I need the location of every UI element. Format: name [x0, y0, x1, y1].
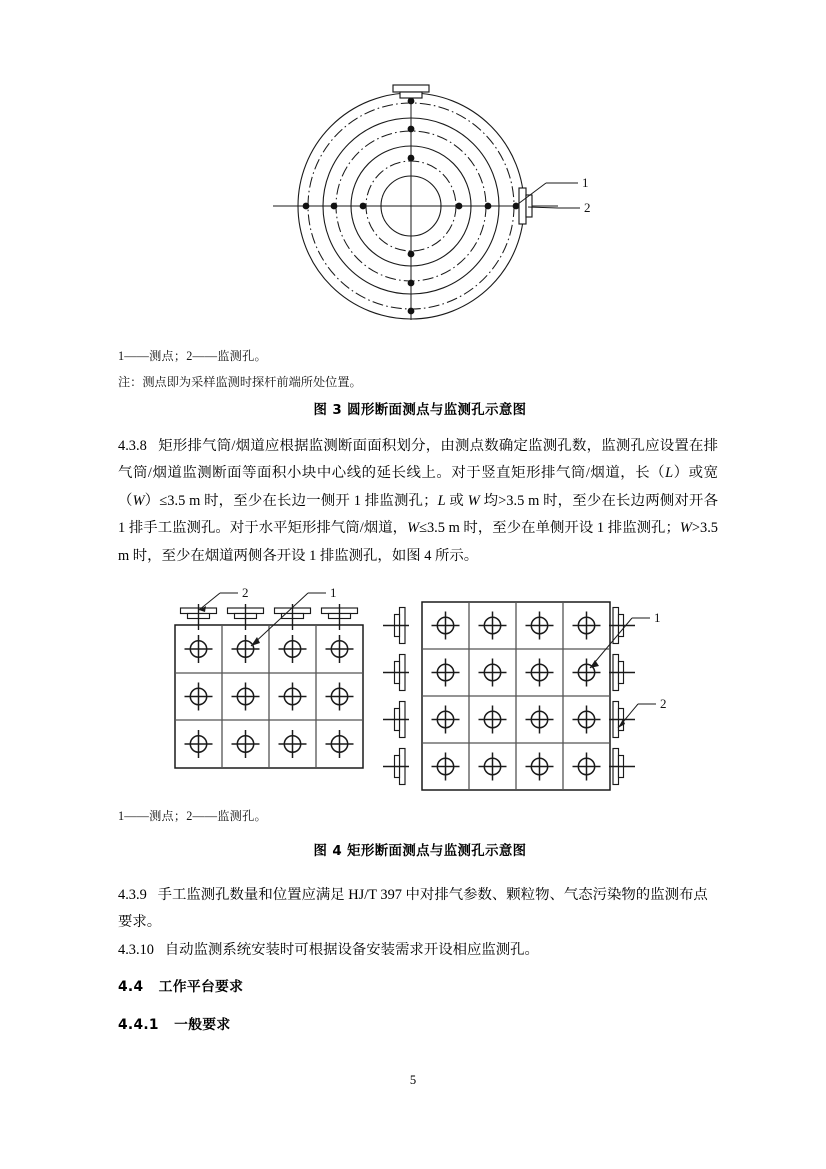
- clause-4-3-8-text-1: 矩形排气筒/烟道应根据监测断面面积划分，由测点数确定监测孔数，监测孔应设置在排气筒/烟道监测断面等面积小块中心线的延长线上。对于竖直矩形排气筒/烟道，长（: [118, 438, 718, 482]
- figure-4-left-diagram: [175, 585, 363, 768]
- variable-W-2: W: [467, 492, 480, 509]
- monitoring-port-top: [393, 85, 429, 98]
- figure-4-caption: 图 4 矩形断面测点与监测孔示意图: [313, 844, 527, 859]
- clause-4-3-8-text-5: 均>3.5 m 时，至少在长边两侧对开各 1 排手工监测孔。对于水平矩形排气筒/烟道，: [118, 492, 718, 537]
- heading-4-4-1-title: 一般要求: [174, 1017, 231, 1033]
- clause-4-3-8-text-7: >3.5 m 时，至少在烟道两侧各开设 1 排监测孔，如图 4 所示。: [118, 520, 718, 564]
- monitoring-port-right: [519, 188, 532, 224]
- figure-4-right-label-2: 2: [660, 696, 667, 711]
- variable-W-1: W: [132, 492, 145, 509]
- figure-4-right-diagram: [383, 602, 667, 790]
- figure-4-right-label-1: 1: [654, 610, 661, 625]
- heading-4-4: [118, 975, 243, 995]
- clause-4-3-10: [118, 937, 722, 964]
- page-number: 5: [409, 1073, 417, 1087]
- figure-4-svg: [110, 580, 730, 800]
- heading-4-4-title: 工作平台要求: [158, 979, 244, 995]
- clause-4-3-9-text: 手工监测孔数量和位置应满足 HJ/T 397 中对排气参数、颗粒物、气态污染物的监测布点要求。: [118, 887, 708, 931]
- figure-3-caption: 图 3 圆形断面测点与监测孔示意图: [313, 403, 527, 418]
- figure-4-left-label-1: 1: [330, 585, 337, 600]
- heading-4-4-1: [118, 1013, 231, 1033]
- clause-4-3-8-text-4: 或: [445, 492, 468, 509]
- figure-4-legend: 1——测点；2——监测孔。: [118, 809, 267, 823]
- variable-L-2: L: [437, 492, 446, 509]
- variable-L: L: [665, 465, 674, 482]
- variable-W-4: W: [679, 520, 692, 537]
- left-leader-line-label-1: [251, 593, 326, 646]
- clause-4-3-8-text-6: ≤3.5 m 时，至少在单侧开设 1 排监测孔；: [419, 520, 680, 537]
- figure-3-label-1: 1: [582, 175, 589, 190]
- clause-4-3-8: [118, 433, 718, 570]
- clause-4-3-8-text-2: ）或宽（: [118, 465, 718, 509]
- figure-4-rectangular-cross-sections: [110, 580, 730, 800]
- right-monitoring-ports-right: [609, 608, 635, 785]
- heading-4-4-1-number: 4.4.1: [118, 1017, 159, 1033]
- figure-4-left-label-2: 2: [242, 585, 249, 600]
- variable-W-3: W: [407, 520, 420, 537]
- right-monitoring-ports-left: [383, 608, 409, 785]
- clause-4-3-8-number: 4.3.8: [118, 438, 147, 454]
- figure-3-label-2: 2: [584, 200, 591, 215]
- clause-4-3-9: [118, 882, 722, 937]
- figure-3-svg: [110, 80, 730, 340]
- heading-4-4-number: 4.4: [118, 979, 144, 995]
- figure-3-note: 注：测点即为采样监测时探杆前端所处位置。: [118, 375, 362, 389]
- leader-line-label-2: [528, 207, 580, 208]
- clause-4-3-9-number: 4.3.9: [118, 887, 147, 903]
- clause-4-3-10-number: 4.3.10: [118, 942, 154, 958]
- figure-3-circular-cross-section: [110, 80, 730, 340]
- clause-4-3-10-text: 自动监测系统安装时可根据设备安装需求开设相应监测孔。: [164, 942, 539, 958]
- clause-4-3-8-text-3: ）≤3.5 m 时，至少在长边一侧开 1 排监测孔；: [144, 492, 438, 509]
- figure-3-legend: 1——测点；2——监测孔。: [118, 349, 267, 363]
